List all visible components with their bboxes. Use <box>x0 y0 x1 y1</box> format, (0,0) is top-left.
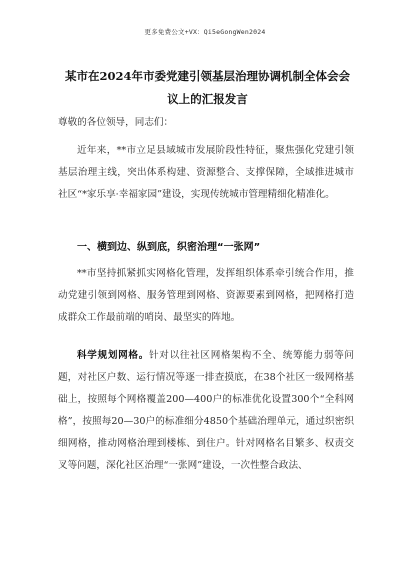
header-promo-note: 更多免费公文+VX：Qi5eGongWen2024 <box>144 28 266 36</box>
document-title: 某市在2024年市委党建引领基层治理协调机制全体会会议上的汇报发言 <box>64 69 350 106</box>
section-heading-1: 一、横到边、纵到底，织密治理“一张网” <box>77 242 261 253</box>
paragraph-lead-phrase: 科学规划网格。 <box>77 350 149 361</box>
paragraph-grid-management: **市坚持抓紧抓实网格化管理，发挥组织体系牵引统合作用，推动党建引领到网格、服务管理到网格、资源要素到网格，把网格打造成群众工作最前端的哨岗、最坚实的阵地。 <box>58 268 354 323</box>
paragraph-grid-planning <box>58 345 354 477</box>
paragraph-intro: 近年来，**市立足县域城市发展阶段性特征，聚焦强化党建引领基层治理主线，突出体系构建、资源整合、支撑保障，全域推进城市社区“*家乐享·幸福家园”建设，实现传统城市管理精细化精准化。 <box>58 145 354 200</box>
paragraph-body-text: 针对以往社区网格架构不全、统筹能力弱等问题，对社区户数、运行情况等逐一排查摸底，在38个社区一级网格基础上，按照每个网格覆盖200—400户的标准优化设置300个“全科网格”，按照每20—30户的标准细分4850个基础治理单元，通过织密织细网格，推动网格治理到楼栋、到住户。针对网格名目繁多、权责交叉等问题，深化社区治理“一张网”建设，一次性整合政法、 <box>58 350 355 471</box>
salutation: 尊敬的各位领导，同志们： <box>58 117 174 128</box>
